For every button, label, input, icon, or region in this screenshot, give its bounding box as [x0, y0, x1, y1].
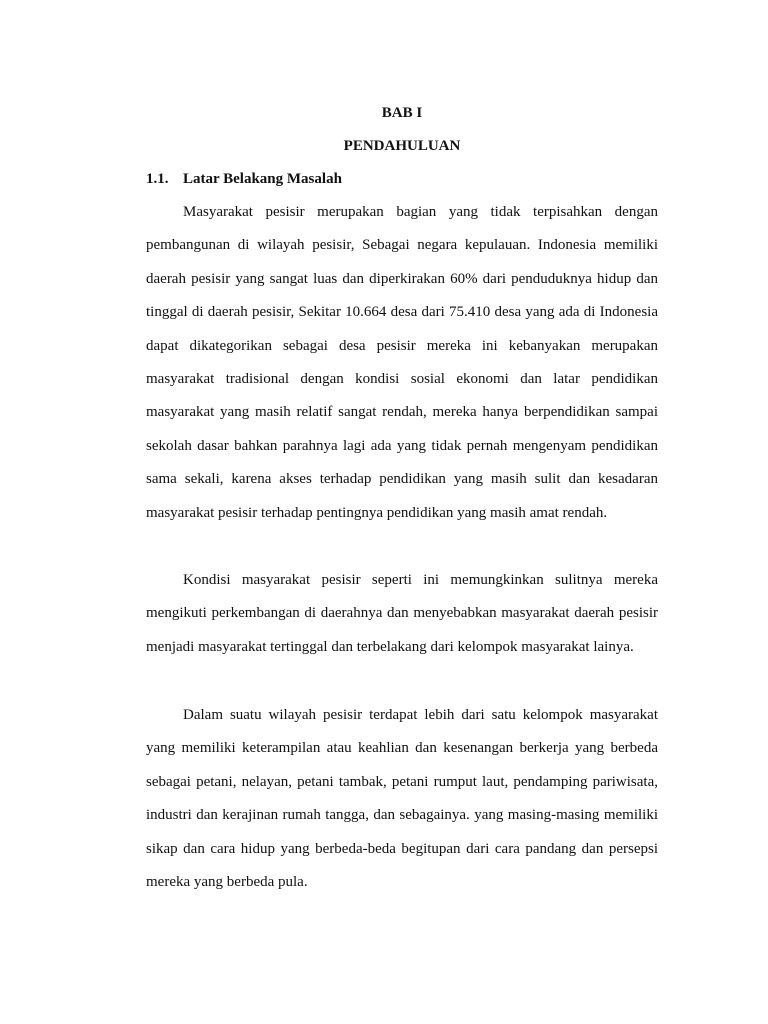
chapter-number: BAB I	[381, 105, 423, 121]
section-heading	[146, 169, 658, 189]
document-page	[146, 0, 658, 1024]
paragraph-1: Masyarakat pesisir merupakan bagian yang tidak terpisahkan dengan pembangunan di wilayah pesisir, Sebagai negara kepulauan. Indonesia memiliki daerah pesisir yang sangat luas dan diperkirakan 60% dari penduduknya hidup dan tinggal di daerah pesisir, Sekitar 10.664 desa dari 75.410 desa yang ada di Indonesia dapat dikategorikan sebagai desa pesisir mereka ini kebanyakan merupakan masyarakat tradisional dengan kondisi sosial ekonomi dan latar pendidikan masyarakat yang masih relatif sangat rendah, mereka hanya berpendidikan sampai sekolah dasar bahkan parahnya lagi ada yang tidak pernah mengenyam pendidikan sama sekali, karena akses terhadap pendidikan yang masih sulit dan kesadaran masyarakat pesisir terhadap pentingnya pendidikan yang masih amat rendah.	[146, 204, 658, 521]
section-title: Latar Belakang Masalah	[183, 171, 342, 187]
section-number: 1.1.	[146, 171, 169, 187]
paragraph-2: Kondisi masyarakat pesisir seperti ini memungkinkan sulitnya mereka mengikuti perkembangan di daerahnya dan menyebabkan masyarakat daerah pesisir menjadi masyarakat tertinggal dan terbelakang dari kelompok masyarakat lainya.	[146, 572, 658, 655]
chapter-title: PENDAHULUAN	[343, 138, 461, 154]
paragraph-3: Dalam suatu wilayah pesisir terdapat lebih dari satu kelompok masyarakat yang memiliki keterampilan atau keahlian dan kesenangan berkerja yang berbeda sebagai petani, nelayan, petani tambak, petani rumput laut, pendamping pariwisata, industri dan kerajinan rumah tangga, dan sebagainya. yang masing-masing memiliki sikap dan cara hidup yang berbeda-beda begitupan dari cara pandang dan persepsi mereka yang berbeda pula.	[146, 707, 658, 891]
